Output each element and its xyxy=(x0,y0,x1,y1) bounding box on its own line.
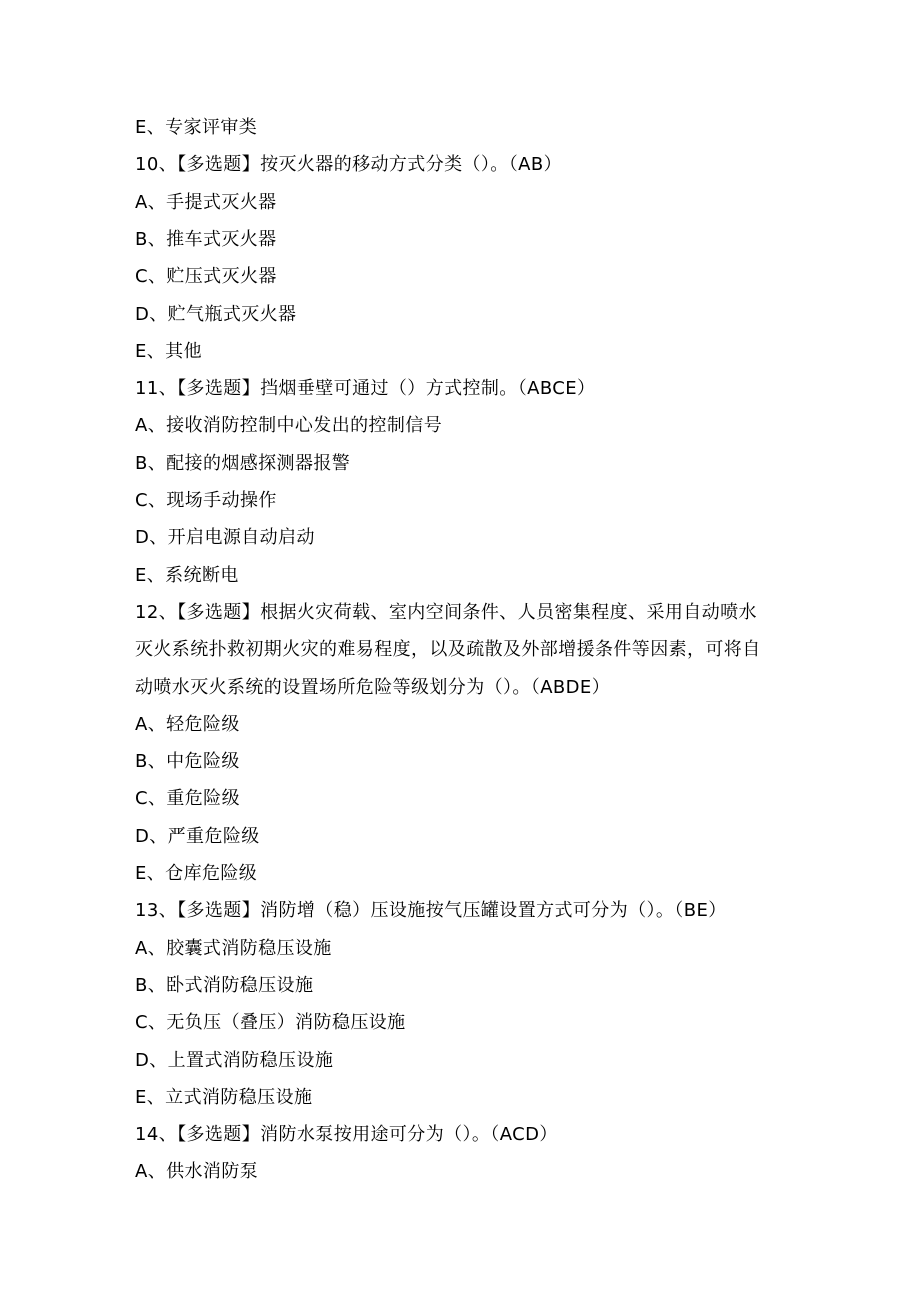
text-line: 12、【多选题】根据火灾荷载、室内空间条件、人员密集程度、采用自动喷水 xyxy=(135,601,757,623)
text-line: D、上置式消防稳压设施 xyxy=(135,1049,334,1071)
text-line: 灭火系统扑救初期火灾的难易程度，以及疏散及外部增援条件等因素，可将自 xyxy=(135,639,761,661)
text-line: 14、【多选题】消防水泵按用途可分为（）。（ACD） xyxy=(135,1124,558,1146)
text-line: D、贮气瓶式灭火器 xyxy=(135,303,297,325)
text-line: A、手提式灭火器 xyxy=(135,191,277,213)
text-line: A、供水消防泵 xyxy=(135,1161,259,1183)
text-line: 13、【多选题】消防增（稳）压设施按气压罐设置方式可分为（）。（BE） xyxy=(135,900,727,922)
text-line: E、系统断电 xyxy=(135,564,239,586)
text-line: B、卧式消防稳压设施 xyxy=(135,974,314,996)
text-line: C、贮压式灭火器 xyxy=(135,266,277,288)
text-line: A、胶囊式消防稳压设施 xyxy=(135,937,332,959)
text-line: E、仓库危险级 xyxy=(135,863,258,884)
text-line: 动喷水灭火系统的设置场所危险等级划分为（）。（ABDE） xyxy=(135,676,611,698)
text-line: 10、【多选题】按灭火器的移动方式分类（）。（AB） xyxy=(135,154,562,176)
text-line: A、轻危险级 xyxy=(135,713,240,735)
text-line: D、严重危险级 xyxy=(135,825,260,847)
text-line: C、重危险级 xyxy=(135,788,240,810)
text-line: B、推车式灭火器 xyxy=(135,228,277,250)
text-line: E、立式消防稳压设施 xyxy=(135,1086,313,1108)
text-line: E、专家评审类 xyxy=(135,117,258,138)
text-line: B、配接的烟感探测器报警 xyxy=(135,452,351,474)
text-line: E、其他 xyxy=(135,340,202,362)
text-line: 11、【多选题】挡烟垂壁可通过（）方式控制。（ABCE） xyxy=(135,378,596,400)
text-line: C、现场手动操作 xyxy=(135,490,277,511)
text-line: B、中危险级 xyxy=(135,751,240,773)
text-line: D、开启电源自动启动 xyxy=(135,527,315,549)
text-line: C、无负压（叠压）消防稳压设施 xyxy=(135,1012,406,1034)
text-line: A、接收消防控制中心发出的控制信号 xyxy=(135,415,443,437)
